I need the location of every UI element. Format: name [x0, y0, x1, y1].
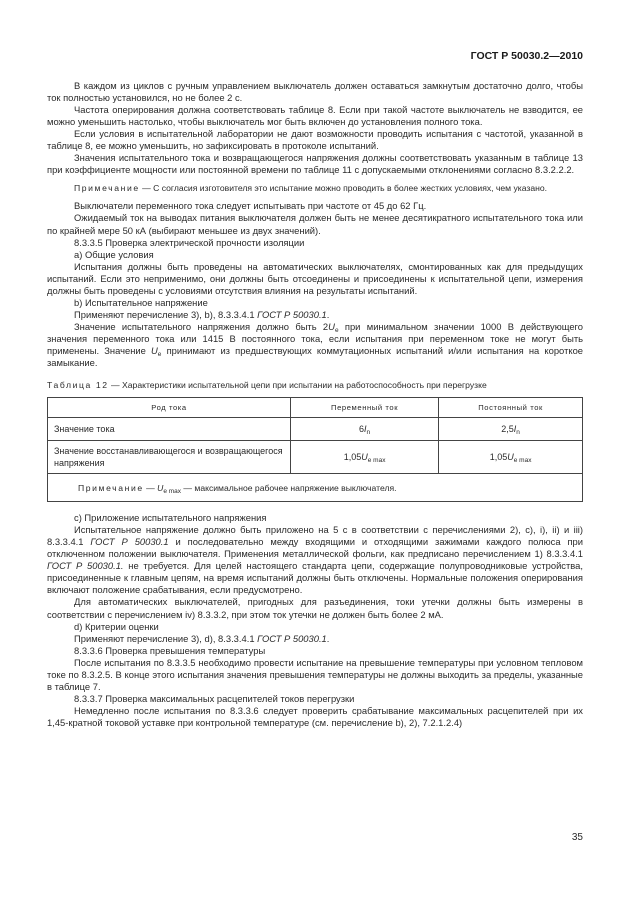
paragraph: Для автоматических выключателей, пригодных для разъединения, токи утечки должны быть измерены в соответствии с перечислением iv) 8.3.3.2, при этом ток утечки не должен быть более 2 мА.	[47, 596, 583, 620]
text: Значение испытательного напряжения должно быть 2	[74, 320, 329, 332]
subsection-heading: c) Приложение испытательного напряжения	[74, 512, 267, 524]
column-header: Переменный ток	[291, 398, 439, 418]
subscript: e max	[513, 457, 532, 465]
value: 2,5	[501, 424, 514, 435]
standard-reference: ГОСТ Р 50030.1	[257, 308, 327, 320]
text: .	[326, 632, 330, 644]
subsection-heading: d) Критерии оценки	[74, 620, 159, 632]
symbol: I	[513, 424, 517, 435]
subsection-heading: b) Испытательное напряжение	[74, 296, 208, 308]
section-heading: 8.3.3.7 Проверка максимальных расцепителей токов перегрузки	[74, 692, 355, 704]
table-cell	[439, 418, 583, 441]
standard-reference: ГОСТ Р 50030.1.	[47, 560, 124, 572]
column-header: Постоянный ток	[439, 398, 583, 418]
row-label: Значение тока	[48, 418, 291, 441]
section-heading: 8.3.3.6 Проверка превышения температуры	[74, 644, 266, 656]
paragraph	[47, 524, 583, 596]
paragraph: Ожидаемый ток на выводах питания выключателя должен быть не менее десятикратного испытательного тока или по крайней мере 50 кА (выбирают меньшее из двух значений).	[47, 212, 583, 236]
text: —	[146, 482, 158, 493]
paragraph: Значения испытательного тока и возвращающегося напряжения должны соответствовать указанным в таблице 13 при коэффициенте мощности или постоянной времени по таблице 11 с допускаемыми отклонениями согласно 8.3.2.2.2.	[47, 152, 583, 176]
table-row	[48, 441, 583, 474]
paragraph	[47, 321, 583, 369]
symbol: U	[328, 320, 335, 332]
text: Испытательное напряжение должно быть приложено на 5 с в соответствии с перечислениями 2), c), i), ii) и iii) 8.3.3.4.1	[47, 524, 583, 548]
paragraph: Выключатели переменного тока следует испытывать при частоте от 45 до 62 Гц.	[74, 200, 427, 212]
table-caption	[47, 379, 583, 391]
paragraph	[47, 309, 583, 321]
note-text: — С согласия изготовителя это испытание можно проводить в более жестких условиях, чем указано.	[142, 183, 548, 194]
page-number: 35	[571, 832, 583, 843]
table-row	[48, 418, 583, 441]
symbol: U	[151, 344, 158, 356]
table-note-row	[48, 474, 583, 502]
table-header-row	[48, 398, 583, 418]
paragraph: Если условия в испытательной лаборатории не дают возможности проводить испытания с частотой, указанной в таблице 8, ее можно уменьшить, но зафиксировать в протоколе испытаний.	[47, 128, 583, 152]
characteristics-table	[47, 397, 583, 502]
text: при минимальном значении 1000 В действующего значения переменного тока или 1415 В постоянного тока, если испытания при переменном токе не могут быть применены. Значение	[47, 320, 583, 356]
symbol: U	[507, 452, 514, 463]
note	[47, 182, 583, 194]
symbol: U	[361, 452, 368, 463]
paragraph	[47, 633, 583, 645]
value: 1,05	[343, 452, 362, 463]
row-label: Значение восстанавливающегося и возвращающегося напряжения	[48, 441, 291, 474]
table-cell	[291, 418, 439, 441]
text: — максимальное рабочее напряжение выключателя.	[181, 482, 397, 493]
text: Применяют перечисление 3), d), 8.3.3.4.1	[74, 632, 258, 644]
text: принимают из предшествующих коммутационных испытаний и/или испытания на короткое замыкание.	[47, 344, 583, 369]
standard-header: ГОСТ Р 50030.2—2010	[470, 50, 583, 62]
subscript: e max	[163, 487, 182, 495]
subscript: e max	[367, 457, 386, 465]
subscript: e	[157, 350, 162, 358]
section-heading: 8.3.3.5 Проверка электрической прочности изоляции	[74, 236, 305, 248]
standard-reference: ГОСТ Р 50030.1	[257, 632, 327, 644]
caption-text: — Характеристики испытательной цепи при испытании на работоспособность при перегрузке	[111, 380, 487, 391]
subscript: e	[334, 326, 339, 334]
paragraph: Частота оперирования должна соответствовать таблице 8. Если при такой частоте выключатель не взводится, ее можно уменьшить настолько, чтобы выключатель мог быть включен до установления полного тока.	[47, 104, 583, 128]
text: не требуется. Для целей настоящего стандарта цепи, содержащие полупроводниковые устройства, присоединенные к главным цепям, на время испытаний должны быть отключены. Нормальные положения оперирования включают положение срабатывания, если предусмотрено.	[47, 560, 583, 596]
table-cell	[439, 441, 583, 474]
subscript: n	[516, 429, 520, 437]
note-label: Примечание	[74, 183, 140, 194]
value: 6	[359, 424, 365, 435]
text: .	[326, 308, 330, 320]
table-cell	[291, 441, 439, 474]
document-body	[47, 80, 583, 729]
subscript: n	[366, 429, 371, 437]
symbol: U	[157, 482, 164, 493]
subsection-heading: а) Общие условия	[74, 248, 154, 260]
paragraph: После испытания по 8.3.3.5 необходимо провести испытание на превышение температуры при условном тепловом токе по 8.3.2.5. В конце этого испытания значения превышения температуры не должны выходить за пределы, указанные в таблице 7.	[47, 656, 583, 692]
note-label: Примечание	[78, 482, 144, 493]
symbol: I	[364, 424, 367, 435]
column-header: Род тока	[48, 398, 291, 418]
text: Применяют перечисление 3), b), 8.3.3.4.1	[74, 308, 258, 320]
value: 1,05	[489, 452, 508, 463]
caption-label: Таблица 12	[47, 380, 109, 391]
standard-reference: ГОСТ Р 50030.1	[90, 536, 169, 548]
paragraph: Немедленно после испытания по 8.3.3.6 следует проверить срабатывание максимальных расцепителей при их 1,45-кратной токовой уставке при контрольной температуре (см. перечисление b), 2), 7.2.1.2.4)	[47, 704, 583, 728]
paragraph: Испытания должны быть проведены на автоматических выключателях, смонтированных как для предыдущих испытаний. Если это неприменимо, они должны быть отсоединены и присоединены к испытательной цепи, измерения должны быть проведены с условиями отсутствия влияния на результаты испытаний.	[47, 260, 583, 296]
paragraph: В каждом из циклов с ручным управлением выключатель должен оставаться замкнутым достаточно долго, чтобы ток полностью установился, но не более 2 с.	[47, 80, 583, 104]
text: и последовательно между входящими и отходящими зажимами каждого полюса при отключенном положении выключателя. Применения металлической фольги, как предписано перечислением 1) 8.3.3.4.1	[47, 536, 583, 560]
table-note	[48, 474, 583, 502]
